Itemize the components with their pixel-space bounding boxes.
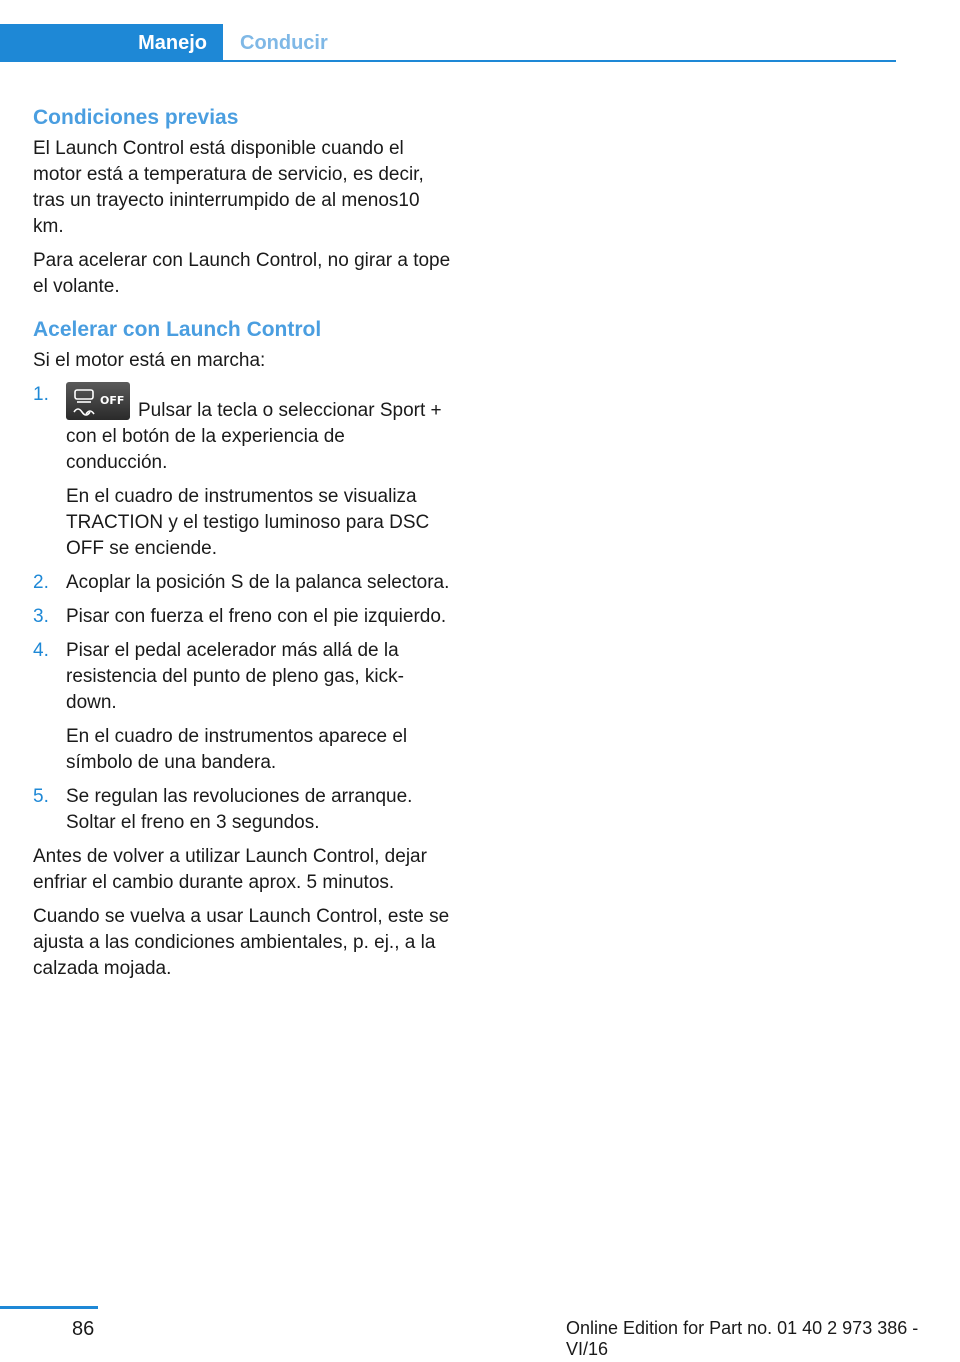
steps-list [33,382,451,836]
list-item [33,638,451,776]
step-text-content: Pulsar la tecla o seleccionar Sport + con el botón de la experiencia de conducción. [66,400,442,473]
step-number: 4. [33,640,49,661]
list-item [33,604,451,630]
closing-paragraph: Cuando se vuelva a usar Launch Control, este se ajusta a las condiciones ambientales, p. ej., a la calzada mojada. [33,906,450,979]
step-number: 2. [33,572,49,593]
svg-text:OFF: OFF [100,394,125,407]
section-heading-prerequisites: Condiciones previas [33,106,239,129]
paragraph: El Launch Control está disponible cuando el motor está a temperatura de servicio, es decir, tras un trayecto ininterrumpido de al menos10 km. [33,138,424,237]
dsc-off-icon [66,382,130,420]
step-number: 5. [33,786,49,807]
step-text: Pisar con fuerza el freno con el pie izquierdo. [66,606,447,627]
step-note: En el cuadro de instrumentos aparece el símbolo de una bandera. [66,726,408,773]
list-item [33,570,451,596]
intro-paragraph: Si el motor está en marcha: [33,350,266,371]
step-number: 1. [33,384,49,405]
footer-divider [0,1306,98,1309]
page-header [0,24,896,62]
page-number: 86 [72,1318,95,1340]
step-text: Pisar el pedal acelerador más allá de la resistencia del punto de pleno gas, kick-down. [66,640,404,713]
step-text: Se regulan las revoluciones de arranque. Soltar el freno en 3 segundos. [66,786,413,833]
step-text: Acoplar la posición S de la palanca selectora. [66,572,450,593]
closing-paragraph: Antes de volver a utilizar Launch Control, dejar enfriar el cambio durante aprox. 5 minutos. [33,846,427,893]
tab-conducir-label: Conducir [240,32,328,54]
section-heading-launch-control: Acelerar con Launch Control [33,318,322,341]
step-text [66,382,451,476]
tab-manejo [0,24,223,62]
step-note: En el cuadro de instrumentos se visualiza TRACTION y el testigo luminoso para DSC OFF se enciende. [66,486,430,559]
header-divider [0,60,896,62]
step-number: 3. [33,606,49,627]
edition-note: Online Edition for Part no. 01 40 2 973 386 - VI/16 [566,1318,919,1359]
list-item [33,382,451,562]
main-content [33,104,451,990]
paragraph: Para acelerar con Launch Control, no girar a tope el volante. [33,250,451,297]
list-item [33,784,451,836]
tab-manejo-label: Manejo [138,32,207,54]
